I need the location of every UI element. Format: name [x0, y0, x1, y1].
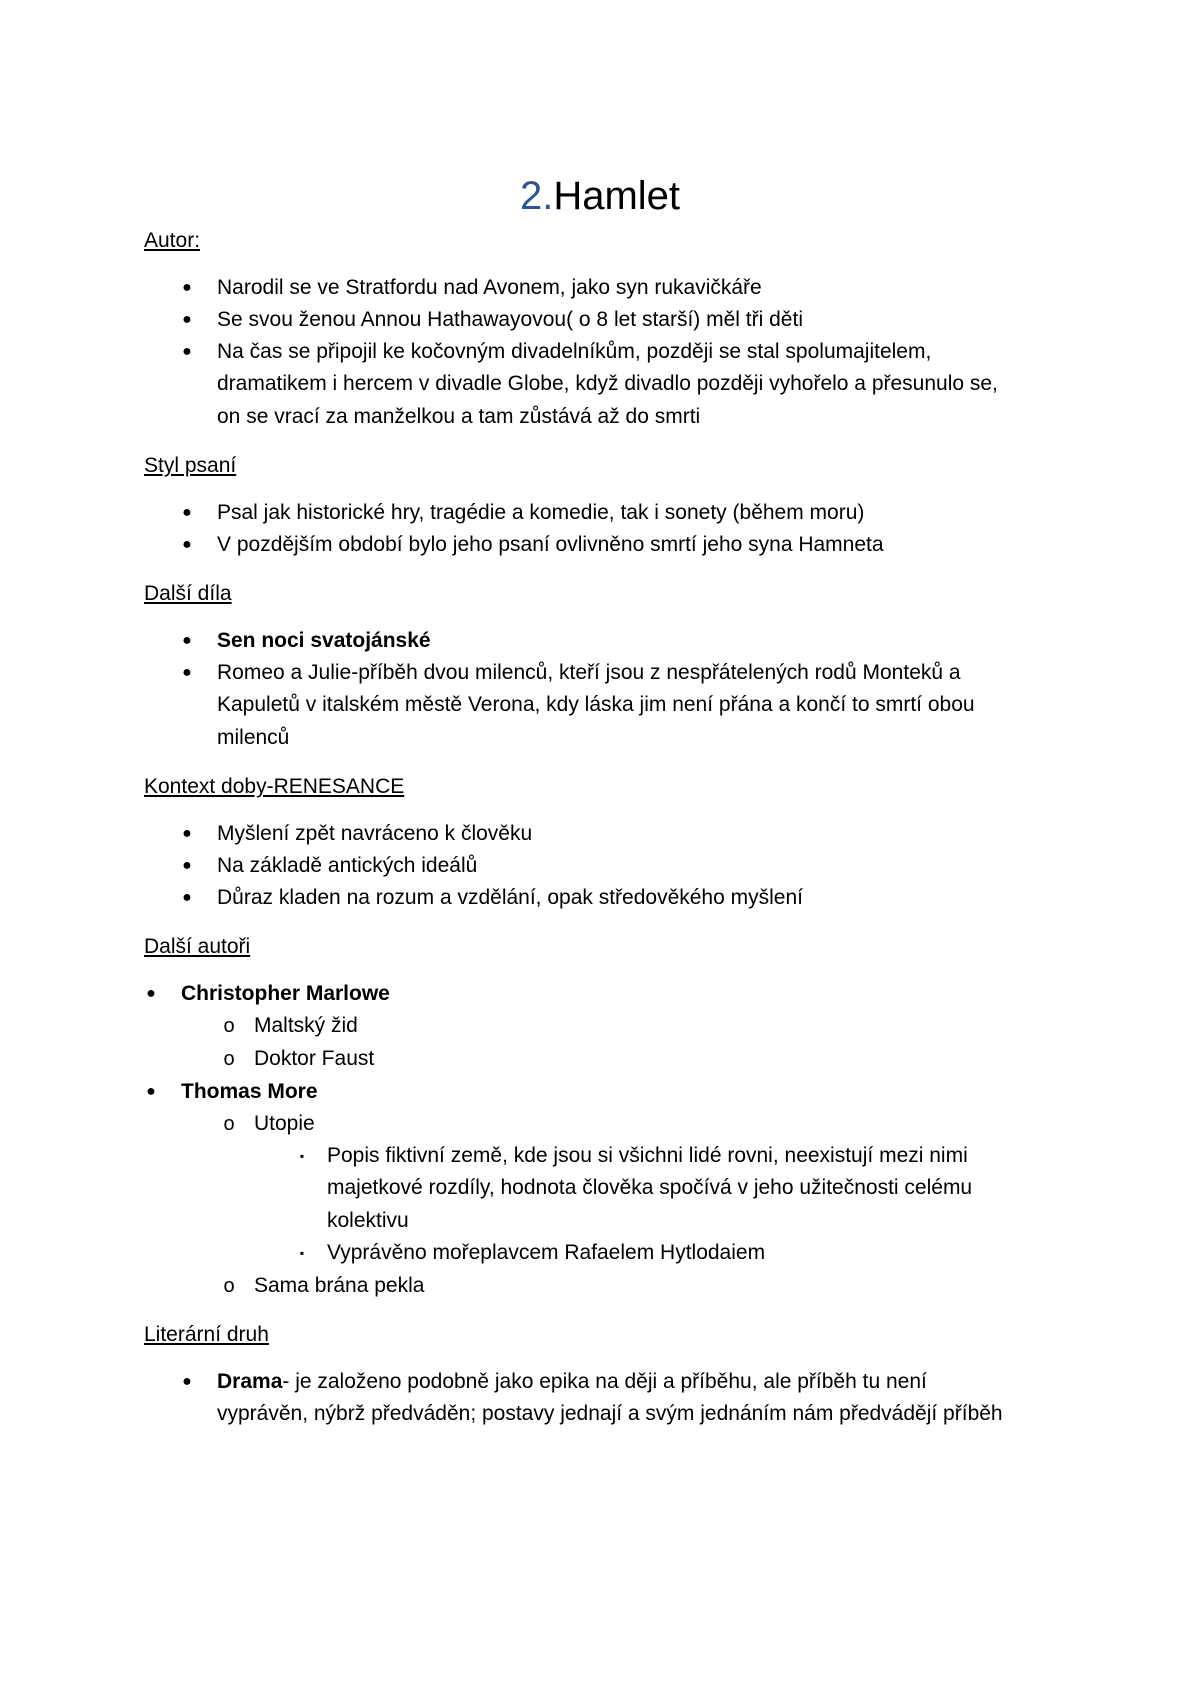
list-line: Na čas se připojil ke kočovným divadelníkům, později se stal spolumajitelem, [217, 340, 932, 363]
bullet-disc-icon: ● [182, 536, 192, 553]
bullet-disc-icon: ● [182, 311, 192, 328]
bullet-circle-icon: o [223, 1048, 235, 1070]
heading-kontext-doby: Kontext doby-RENESANCE [144, 775, 405, 798]
heading-dalsi-dila: Další díla [144, 582, 232, 605]
list-line: Na základě antických ideálů [217, 854, 478, 877]
list-item [223, 1108, 315, 1140]
list-item [299, 1237, 766, 1269]
list-item [182, 304, 803, 336]
list-line: majetkové rozdíly, hodnota člověka spočívá v jeho užitečnosti celému [327, 1176, 973, 1200]
list-item [182, 529, 884, 561]
term-drama: Drama [217, 1370, 283, 1393]
bullet-disc-icon: ● [182, 632, 192, 649]
list-item [223, 1043, 375, 1075]
list-item [299, 1140, 973, 1237]
heading-autor: Autor: [144, 229, 201, 252]
bullet-square-icon: ▪ [299, 1149, 305, 1163]
bullet-disc-icon: ● [182, 825, 192, 842]
list-item [223, 1010, 358, 1042]
list-line: Psal jak historické hry, tragédie a komedie, tak i sonety (během moru) [217, 501, 865, 524]
list-line: Romeo a Julie-příběh dvou milenců, kteří jsou z nespřátelených rodů Monteků a [217, 661, 961, 684]
list-item [146, 1076, 318, 1108]
heading-literarni-druh: Literární druh [144, 1323, 269, 1346]
list-line: Sama brána pekla [254, 1274, 425, 1297]
list-line: Sen noci svatojánské [217, 629, 431, 652]
list-line: Christopher Marlowe [181, 982, 390, 1005]
bullet-disc-icon: ● [182, 664, 192, 681]
bullet-square-icon: ▪ [299, 1246, 305, 1260]
list-item [182, 272, 762, 304]
term-definition: - je založeno podobně jako epika na ději a příběhu, ale příběh tu není [282, 1370, 927, 1393]
bullet-disc-icon: ● [182, 504, 192, 521]
list-item [182, 1366, 1003, 1431]
bullet-disc-icon: ● [182, 279, 192, 296]
bullet-disc-icon: ● [146, 1083, 156, 1100]
list-line: Doktor Faust [254, 1047, 375, 1070]
list-line: Myšlení zpět navráceno k člověku [217, 822, 533, 845]
list-line: Kapuletů v italském městě Verona, kdy láska jim není přána a končí to smrtí obou [217, 693, 975, 717]
list-item [182, 818, 533, 850]
bullet-circle-icon: o [223, 1015, 235, 1037]
list-item [182, 625, 431, 657]
title-number: 2. [519, 174, 554, 218]
list-item [146, 978, 390, 1010]
list-line: Vyprávěno mořeplavcem Rafaelem Hytlodaiem [327, 1241, 766, 1264]
list-line [217, 1366, 1003, 1398]
list-line: kolektivu [327, 1208, 409, 1232]
heading-dalsi-autori: Další autoři [144, 935, 251, 958]
list-line: Narodil se ve Stratfordu nad Avonem, jako syn rukavičkáře [217, 276, 762, 299]
list-line: Maltský žid [254, 1014, 358, 1037]
list-line: dramatikem i hercem v divadle Globe, když divadlo později vyhořelo a přesunulo se, [217, 372, 998, 396]
page-title [0, 168, 1200, 224]
list-item [182, 850, 478, 882]
list-item [182, 497, 865, 529]
heading-styl-psani: Styl psaní [144, 454, 237, 477]
list-line: V pozdějším období bylo jeho psaní ovlivněno smrtí jeho syna Hamneta [217, 533, 884, 556]
list-line: Utopie [254, 1112, 315, 1135]
title-text: Hamlet [553, 174, 681, 218]
bullet-disc-icon: ● [182, 1373, 192, 1390]
list-item [182, 882, 803, 914]
list-line: Popis fiktivní země, kde jsou si všichni lidé rovni, neexistují mezi nimi [327, 1144, 968, 1167]
list-line: Důraz kladen na rozum a vzdělání, opak středověkého myšlení [217, 886, 803, 909]
list-line: vyprávěn, nýbrž předváděn; postavy jednají a svým jednáním nám předvádějí příběh [217, 1402, 1003, 1426]
list-line: Thomas More [181, 1080, 318, 1103]
bullet-disc-icon: ● [182, 343, 192, 360]
list-item [182, 336, 998, 433]
bullet-circle-icon: o [223, 1113, 235, 1135]
list-line: milenců [217, 725, 290, 749]
list-item [182, 657, 975, 754]
bullet-circle-icon: o [223, 1275, 235, 1297]
list-line: on se vrací za manželkou a tam zůstává až do smrti [217, 404, 701, 428]
bullet-disc-icon: ● [182, 889, 192, 906]
bullet-disc-icon: ● [146, 985, 156, 1002]
list-item [223, 1270, 425, 1302]
list-line: Se svou ženou Annou Hathawayovou( o 8 let starší) měl tři děti [217, 308, 803, 331]
bullet-disc-icon: ● [182, 857, 192, 874]
